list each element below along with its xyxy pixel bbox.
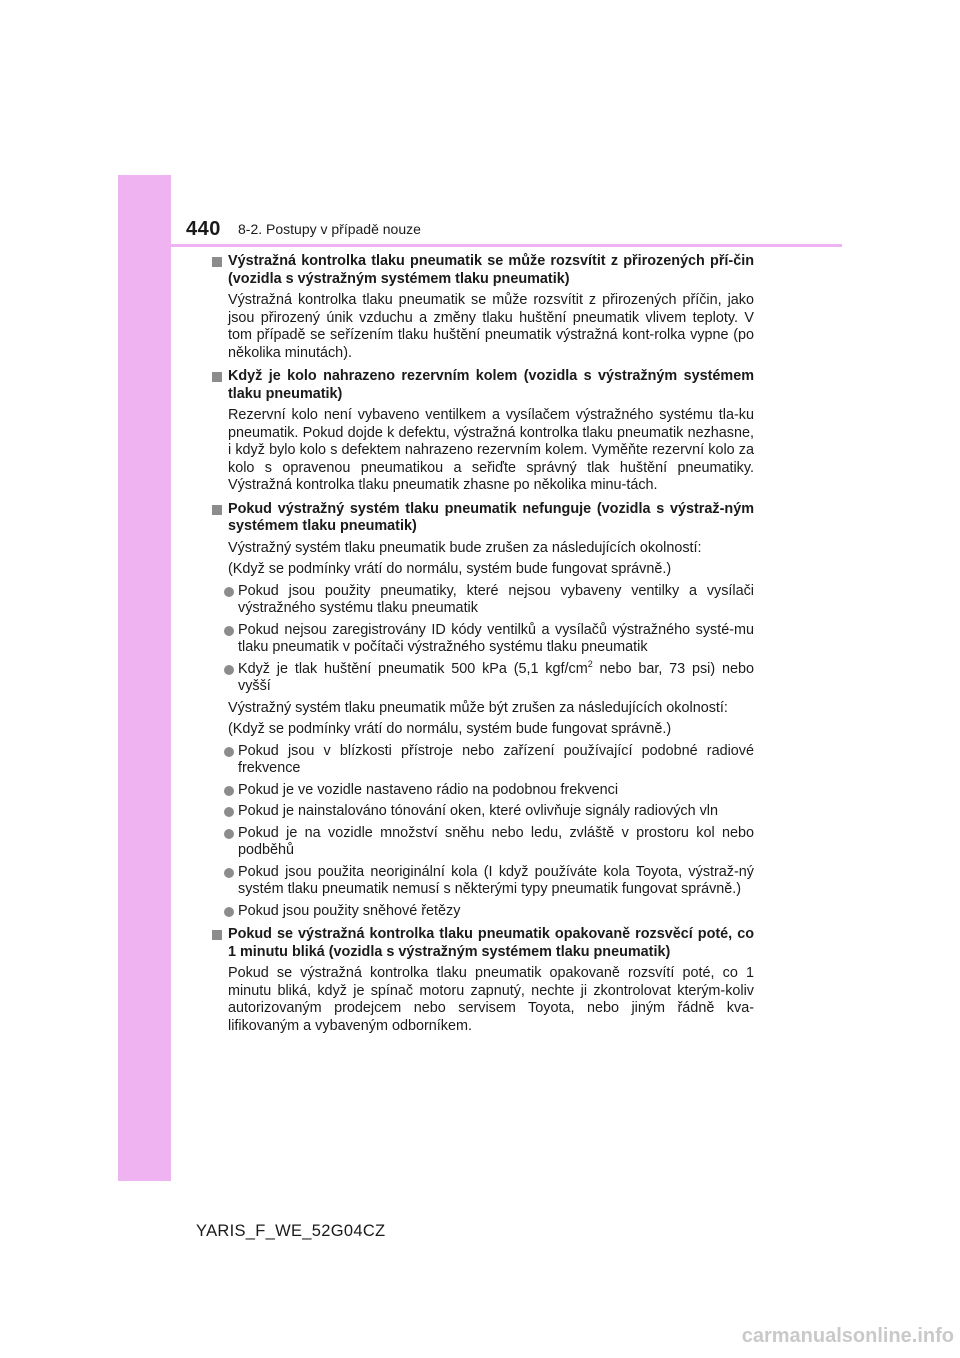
circle-bullet-icon (224, 626, 234, 636)
section-title: 8-2. Postupy v případě nouze (238, 221, 421, 237)
circle-bullet-icon (224, 829, 234, 839)
circle-bullet-icon (224, 587, 234, 597)
circle-bullet-icon (224, 747, 234, 757)
list-item: Pokud je ve vozidle nastaveno rádio na podobnou frekvenci (212, 782, 754, 800)
circle-bullet-icon (224, 907, 234, 917)
list-item: Pokud jsou použity sněhové řetězy (212, 903, 754, 921)
list-item: Pokud je na vozidle množství sněhu nebo ledu, zvláště v prostoru kol nebo podběhů (212, 825, 754, 860)
paragraph: Rezervní kolo není vybaveno ventilkem a vysílačem výstražného systému tla-ku pneumatik. Pokud dojde k defektu, výstražná kontrolka tlaku pneumatik nezhasne, i když bylo kolo s defektem nahrazeno rezervním kolem. Vyměňte rezervní kolo za kolo s opravenou pneumatikou a seřiďte správný tlak huštění pneumatiky. Výstražná kontrolka tlaku pneumatik zhasne po několika minu-tách. (228, 407, 754, 493)
heading-spare-wheel: Když je kolo nahrazeno rezervním kolem (vozidla s výstražným systémem tlaku pneumatik) (212, 368, 754, 403)
list-item: Pokud jsou použita neoriginální kola (I když používáte kola Toyota, výstraž-ný systém tlaku pneumatik nemusí s některými typy pneumatik fungovat správně.) (212, 864, 754, 899)
paragraph: (Když se podmínky vrátí do normálu, systém bude fungovat správně.) (228, 561, 672, 577)
list-item: Pokud jsou použity pneumatiky, které nejsou vybaveny ventilky a vysílači výstražného systému tlaku pneumatik (212, 583, 754, 618)
square-bullet-icon (212, 372, 222, 382)
square-bullet-icon (212, 930, 222, 940)
heading-natural-causes: Výstražná kontrolka tlaku pneumatik se může rozsvítit z přirozených pří-čin (vozidla s výstražným systémem tlaku pneumatik) (212, 253, 754, 288)
list-item: Pokud nejsou zaregistrovány ID kódy ventilků a vysílačů výstražného systé-mu tlaku pneumatik v počítači výstražného systému tlaku pneumatik (212, 622, 754, 657)
circle-bullet-icon (224, 807, 234, 817)
heading-system-not-working: Pokud výstražný systém tlaku pneumatik nefunguje (vozidla s výstraž-ným systémem tlaku pneumatik) (212, 501, 754, 536)
list-item: Pokud jsou v blízkosti přístroje nebo zařízení používající podobné radiové frekvence (212, 743, 754, 778)
paragraph: Pokud se výstražná kontrolka tlaku pneumatik opakovaně rozsvítí poté, co 1 minutu bliká, když je spínač motoru zapnutý, nechte ji zkontrolovat kterým-koliv autorizovaným prodejcem nebo servisem Toyota, nebo jiným řádně kva-lifikovaným a vybaveným odborníkem. (228, 965, 754, 1034)
square-bullet-icon (212, 505, 222, 515)
page-content (212, 253, 754, 1035)
paragraph: Výstražný systém tlaku pneumatik bude zrušen za následujících okolností: (228, 539, 702, 556)
paragraph: Výstražná kontrolka tlaku pneumatik se může rozsvítit z přirozených příčin, jako jsou přirozený únik vzduchu a změny tlaku huštění pneumatik vlivem teploty. V tom případě se seřízením tlaku huštění pneumatik výstražná kont-rolka vypne (po několika minutách). (228, 292, 754, 361)
watermark: carmanualsonline.info (741, 1325, 954, 1347)
paragraph: Výstražný systém tlaku pneumatik může být zrušen za následujících okolností: (228, 699, 728, 716)
circle-bullet-icon (224, 868, 234, 878)
circle-bullet-icon (224, 665, 234, 675)
sidebar-color-tab (118, 175, 171, 1181)
list-item: Když je tlak huštění pneumatik 500 kPa (5,1 kgf/$cm^2$ nebo bar, 73 psi) nebo vyšší (212, 661, 754, 696)
paragraph: (Když se podmínky vrátí do normálu, systém bude fungovat správně.) (228, 721, 672, 737)
document-code: YARIS_F_WE_52G04CZ (196, 1222, 386, 1240)
circle-bullet-icon (224, 786, 234, 796)
heading-repeated-blinking: Pokud se výstražná kontrolka tlaku pneumatik opakovaně rozsvěcí poté, co 1 minutu bliká (vozidla s výstražným systémem tlaku pneumatik) (212, 926, 754, 961)
list-item: Pokud je nainstalováno tónování oken, které ovlivňuje signály radiových vln (212, 803, 754, 821)
square-bullet-icon (212, 257, 222, 267)
header-rule (171, 244, 842, 247)
page-number: 440 (186, 218, 221, 240)
